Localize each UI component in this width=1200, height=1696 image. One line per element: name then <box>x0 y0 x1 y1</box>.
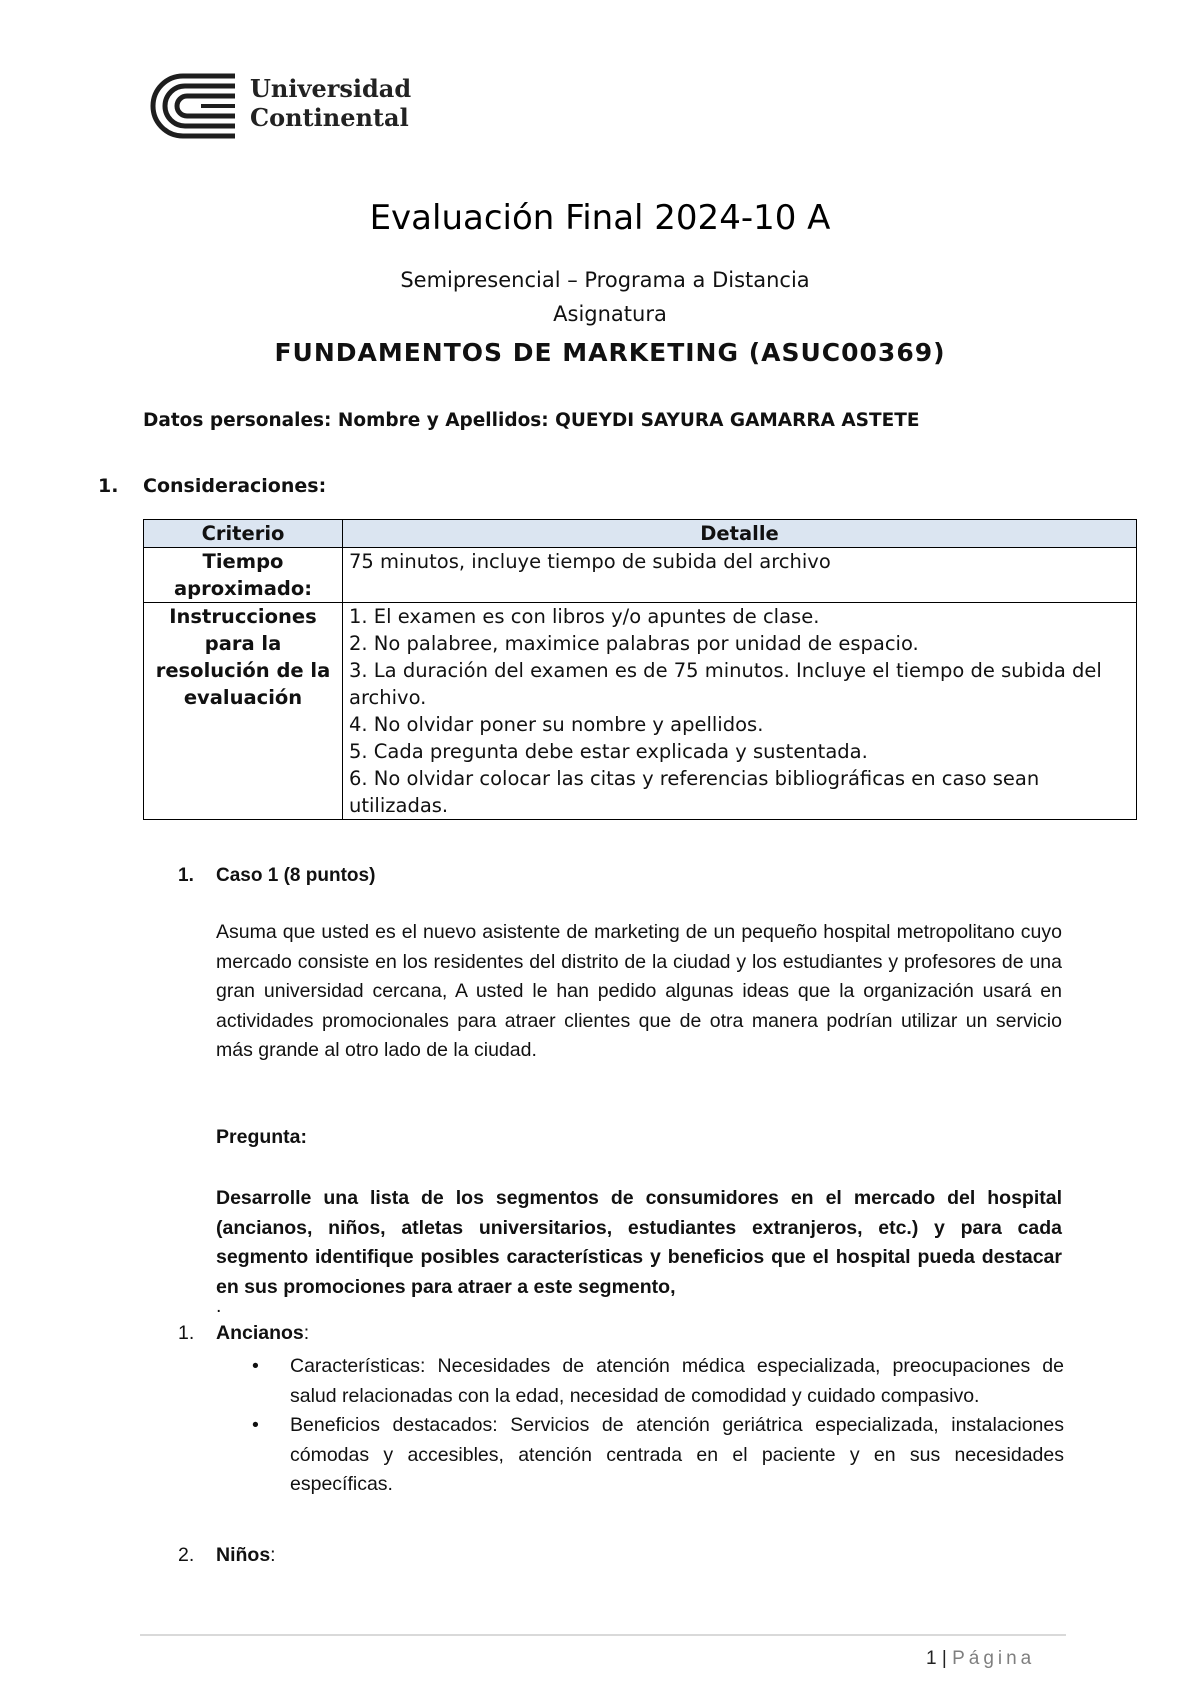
bullet-item: • Beneficios destacados: Servicios de atención geriátrica especializada, instalaciones cómodas y accesibles, atención centrada en el paciente y en sus necesidades específicas. <box>248 1411 1064 1500</box>
table-cell-criterio: Instrucciones para la resolución de la evaluación <box>144 603 343 820</box>
segment-colon: : <box>270 1544 276 1566</box>
page-footer <box>926 1648 1035 1670</box>
section-heading: Consideraciones: <box>143 475 327 497</box>
segment-bullets <box>248 1352 1064 1500</box>
page-label: Página <box>952 1648 1036 1669</box>
footer-separator: | <box>941 1648 947 1669</box>
instruction-item: 1. El examen es con libros y/o apuntes de clase. <box>349 605 820 628</box>
case-heading <box>178 865 375 887</box>
table-cell-detalle: 75 minutos, incluye tiempo de subida del archivo <box>343 548 1137 603</box>
segment-colon: : <box>303 1322 310 1344</box>
instruction-item: 4. No olvidar poner su nombre y apellidos. <box>349 713 764 736</box>
subject-label: Asignatura <box>553 302 667 326</box>
case-title: Caso 1 (8 puntos) <box>216 865 376 886</box>
table-cell-detalle <box>343 603 1137 820</box>
university-name: Universidad Continental <box>250 74 412 132</box>
course-title: FUNDAMENTOS DE MARKETING (ASUC00369) <box>274 338 946 367</box>
modality-subtitle: Semipresencial – Programa a Distancia <box>400 268 810 292</box>
instruction-item: 3. La duración del examen es de 75 minutos. Incluye el tiempo de subida del archivo. <box>349 659 1102 709</box>
table-cell-criterio: Tiempo aproximado: <box>144 548 343 603</box>
instruction-item: 2. No palabree, maximice palabras por unidad de espacio. <box>349 632 919 655</box>
table-row <box>144 603 1137 820</box>
footer-divider <box>140 1634 1066 1636</box>
question-text: Desarrolle una lista de los segmentos de consumidores en el mercado del hospital (ancianos, niños, atletas universitarios, estudiantes extranjeros, etc.) y para cada segmento identifique posibles características y beneficios que el hospital pueda destacar en sus promociones para atraer a este segmento, <box>216 1187 1062 1298</box>
page-number: 1 <box>926 1648 937 1669</box>
bullet-item: • Características: Necesidades de atención médica especializada, preocupaciones de salud relacionadas con la edad, necesidad de comodidad y cuidado compasivo. <box>248 1352 1064 1411</box>
list-number: 2. <box>178 1544 195 1566</box>
instruction-item: 6. No olvidar colocar las citas y referencias bibliográficas en caso sean utilizadas. <box>349 767 1040 817</box>
segment-title: Niños <box>216 1544 271 1566</box>
segment-item-ancianos <box>178 1322 309 1345</box>
table-header-row <box>144 520 1137 548</box>
personal-data: Datos personales: Nombre y Apellidos: QUEYDI SAYURA GAMARRA ASTETE <box>143 410 920 431</box>
question-label: Pregunta: <box>216 1126 308 1148</box>
list-number: 1. <box>178 1322 195 1344</box>
segment-item-ninos <box>178 1544 276 1567</box>
segment-title: Ancianos <box>216 1322 304 1344</box>
considerations-table <box>143 519 1137 820</box>
table-row <box>144 548 1137 603</box>
table-header-detalle: Detalle <box>343 520 1137 548</box>
stray-dot: . <box>216 1295 222 1317</box>
section-number: 1. <box>98 475 119 497</box>
table-header-criterio: Criterio <box>144 520 343 548</box>
instruction-item: 5. Cada pregunta debe estar explicada y sustentada. <box>349 740 868 763</box>
case-number: 1. <box>178 865 194 886</box>
case-paragraph: Asuma que usted es el nuevo asistente de marketing de un pequeño hospital metropolitano cuyo mercado consiste en los residentes del distrito de la ciudad y los estudiantes y profesores de una gran universidad cercana, A usted le han pedido algunas ideas que la organización usará en actividades promocionales para atraer clientes que de otra manera podrían utilizar un servicio más grande al otro lado de la ciudad. <box>216 921 1062 1061</box>
page-title: Evaluación Final 2024-10 A <box>369 198 831 238</box>
